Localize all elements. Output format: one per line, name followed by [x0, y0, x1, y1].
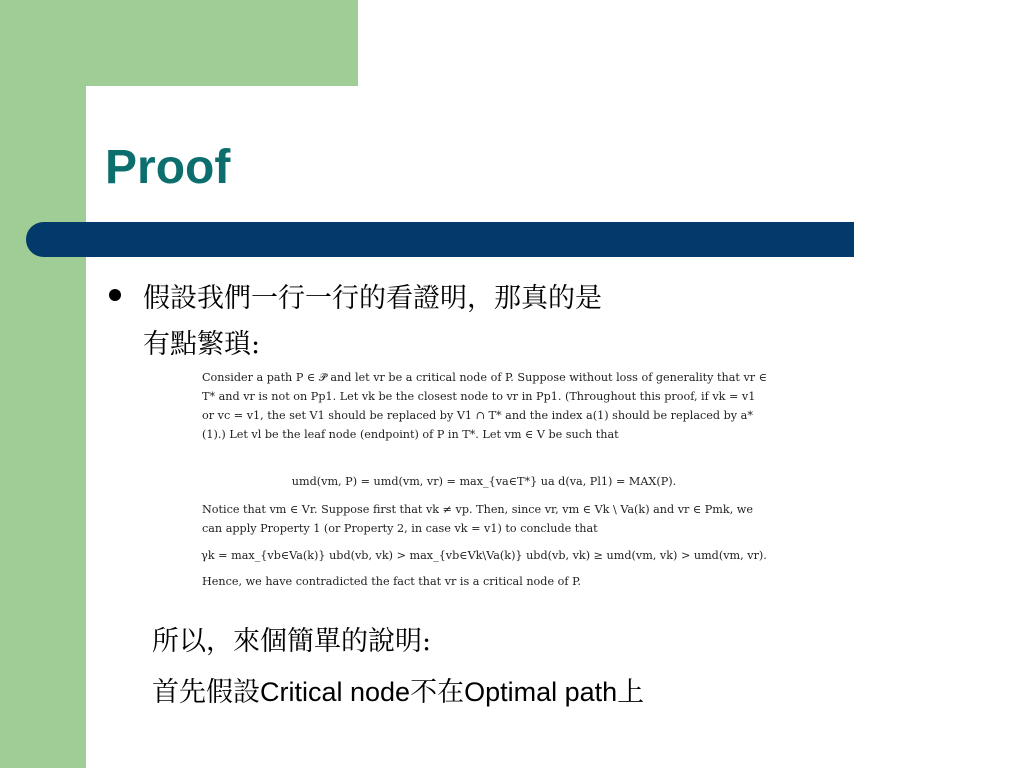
slide-title: Proof	[105, 141, 231, 194]
green-top-band	[0, 0, 358, 86]
note-text-critical-node: Critical node	[260, 677, 411, 707]
note-text-e: 上	[617, 677, 645, 708]
bullet-line-2: 有點繁瑣:	[143, 329, 261, 360]
bullet-icon	[109, 289, 121, 301]
bullet-text	[143, 276, 763, 368]
proof-paragraph-1: Consider a path P ∈ 𝒫̄ and let vr be a critical node of P. Suppose without loss of generality that vr ∈ T* and vr is not on Pp1. Let vk be the closest node to vr in Pp1. (Throughout this proof, if vk = v1 or vc = v1, the set V1 should be replaced by V1 ∩ T* and the index a(1) should be replaced by a*(1).) Let vl be the leaf node (endpoint) of P in T*. Let vm ∈ V be such that	[202, 371, 767, 441]
green-side-band	[0, 0, 86, 768]
note-line-1: 所以，來個簡單的說明:	[152, 626, 432, 657]
bullet-line-1: 假設我們一行一行的看證明，那真的是	[143, 283, 602, 314]
note-line-2	[152, 667, 644, 718]
proof-paragraph-3: Hence, we have contradicted the fact that vr is a critical node of P.	[202, 575, 581, 588]
title-underline-bar	[26, 222, 854, 257]
note-text-optimal-path: Optimal path	[464, 677, 618, 707]
proof-equation-2: γk = max_{vb∈Va(k)} ubd(vb, vk) > max_{vb∈Vk\Va(k)} ubd(vb, vk) ≥ umd(vm, vk) > umd(vm, vr).	[201, 549, 767, 562]
proof-paragraph-2: Notice that vm ∈ Vr. Suppose first that vk ≠ vp. Then, since vr, vm ∈ Vk \ Va(k) and vr ∈ Pmk, we can apply Property 1 (or Property 2, in case vk = v1) to conclude that	[202, 503, 753, 535]
proof-excerpt-image	[196, 362, 772, 594]
proof-equation-1: umd(vm, P) = umd(vm, vr) = max_{va∈T*} ua d(va, Pl1) = MAX(P).	[291, 475, 677, 488]
note-text-c: 不在	[410, 677, 465, 708]
note-text-a: 首先假設	[152, 677, 260, 708]
explanation-note	[152, 617, 644, 718]
